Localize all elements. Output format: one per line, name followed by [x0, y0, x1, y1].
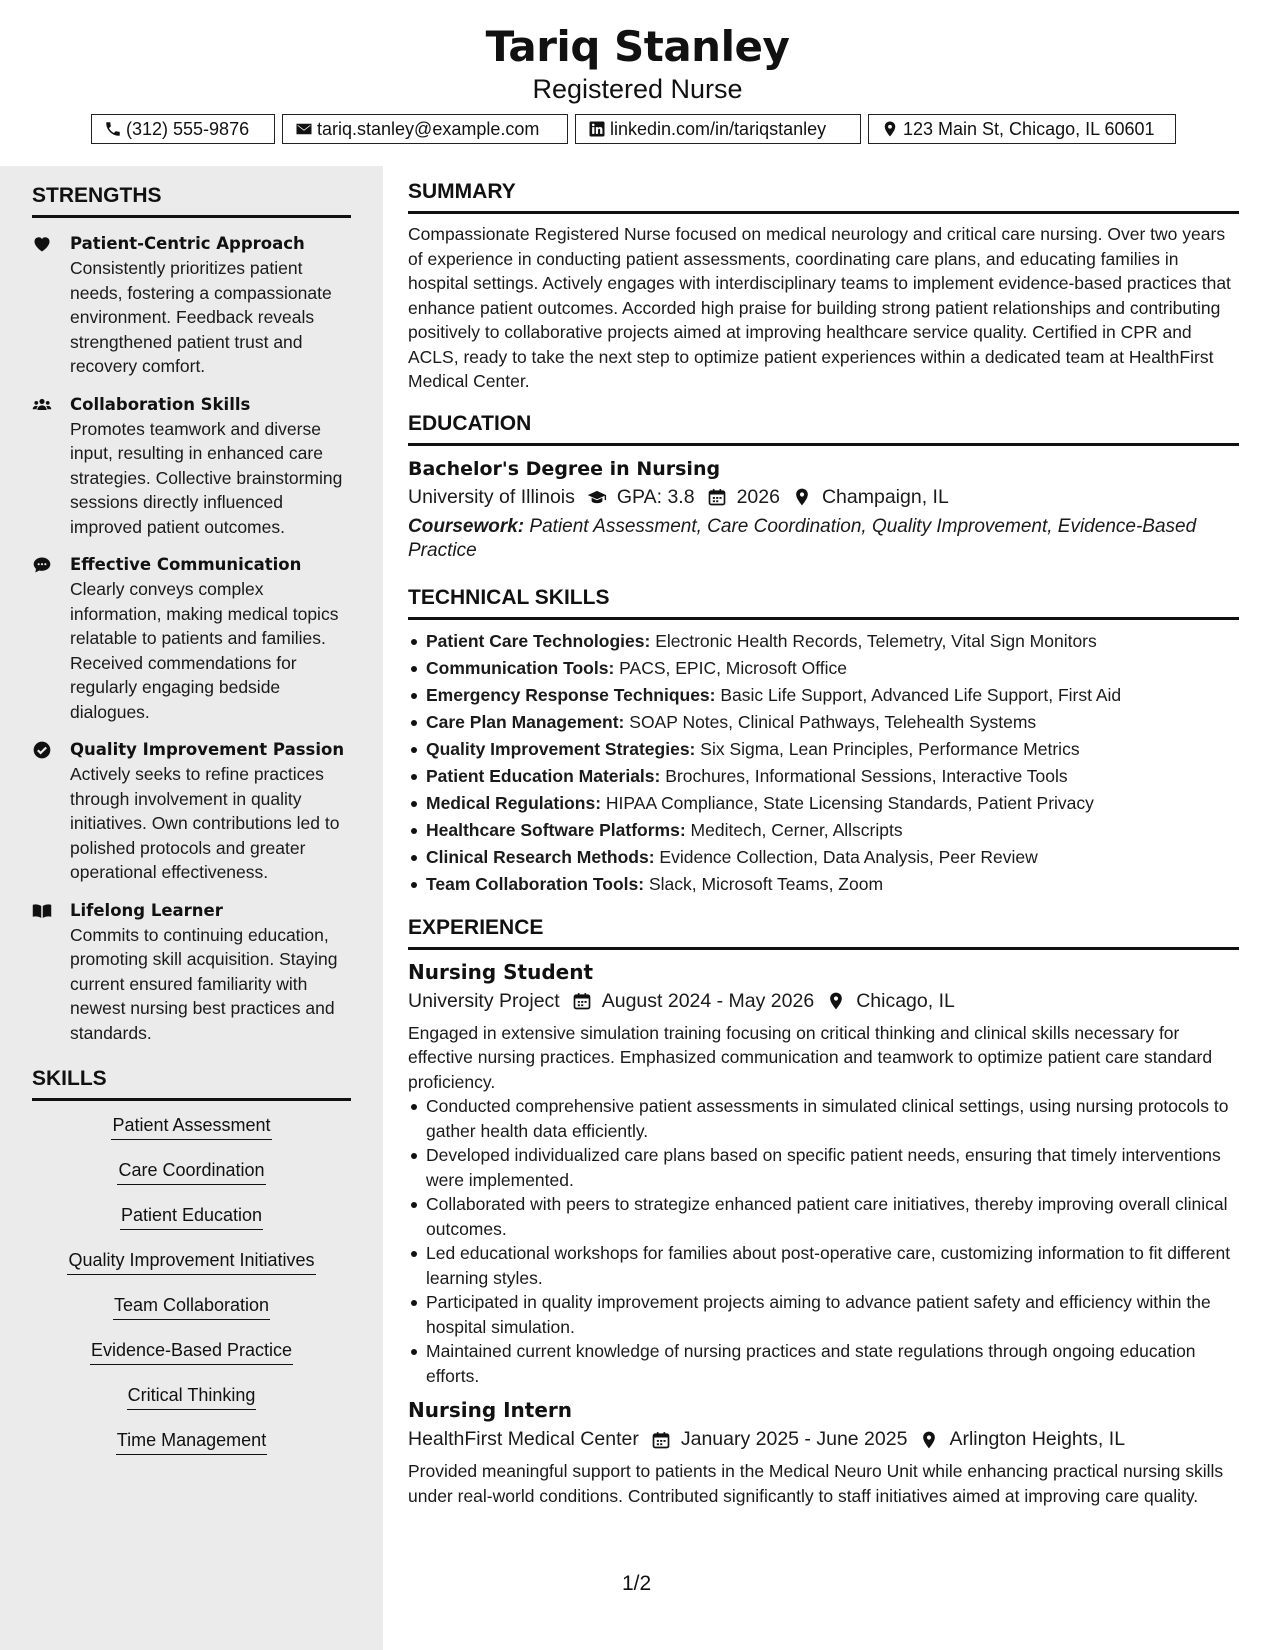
tech-skill-item	[408, 790, 1239, 817]
page-number: 1/2	[622, 1572, 652, 1595]
location-pin-icon	[919, 1430, 939, 1450]
tech-skill-label: Patient Care Technologies:	[426, 630, 651, 651]
tech-skill-value: PACS, EPIC, Microsoft Office	[619, 657, 848, 678]
sidebar	[0, 166, 383, 1650]
tech-skill-item	[408, 655, 1239, 682]
graduation-cap-icon	[587, 487, 607, 507]
tech-skill-item	[408, 682, 1239, 709]
tech-skill-label: Healthcare Software Platforms:	[426, 819, 686, 840]
contact-linkedin-text: linkedin.com/in/tariqstanley	[610, 118, 827, 139]
tech-skill-item	[408, 763, 1239, 790]
tech-skill-item	[408, 709, 1239, 736]
job-entry	[408, 960, 1239, 1389]
job-description: Engaged in extensive simulation training focusing on critical thinking and clinical skills necessary for effective nursing practices. Emphasized communication and teamwork to optimize patient care standard proficiency.	[408, 1022, 1213, 1092]
experience-heading: EXPERIENCE	[408, 916, 1239, 950]
strength-desc: Actively seeks to refine practices through involvement in quality initiatives. Own contributions led to polished protocols and greater operational effectiveness.	[70, 764, 340, 882]
job-meta	[408, 990, 1239, 1013]
strength-item	[32, 553, 351, 724]
strength-desc: Clearly conveys complex information, making medical topics relatable to patients and families. Received commendations for regularly engaging bedside dialogues.	[70, 579, 339, 722]
calendar-icon	[651, 1430, 671, 1450]
contact-linkedin[interactable]	[575, 114, 861, 144]
job-dates: August 2024 - May 2026	[601, 989, 815, 1012]
resume-header	[0, 0, 1275, 166]
skill-tag: Patient Assessment	[111, 1113, 271, 1140]
tech-skill-item	[408, 844, 1239, 871]
envelope-icon	[295, 120, 313, 138]
tech-skill-label: Clinical Research Methods:	[426, 846, 655, 867]
job-entry	[408, 1398, 1239, 1508]
tech-skill-value: Evidence Collection, Data Analysis, Peer Review	[659, 846, 1038, 867]
tech-skill-label: Quality Improvement Strategies:	[426, 738, 696, 759]
job-bullet: Maintained current knowledge of nursing practices and state regulations through ongoing education efforts.	[408, 1339, 1239, 1388]
contact-address-text: 123 Main St, Chicago, IL 60601	[903, 118, 1155, 139]
education-degree: Bachelor's Degree in Nursing	[408, 457, 721, 480]
strength-desc: Commits to continuing education, promoting skill acquisition. Staying current ensured familiarity with newest nursing best practices and standards.	[70, 924, 338, 1043]
job-title: Nursing Intern	[408, 1398, 573, 1422]
users-icon	[32, 395, 52, 415]
strength-title: Lifelong Learner	[70, 900, 223, 920]
tech-skill-value: Meditech, Cerner, Allscripts	[690, 819, 903, 840]
education-location: Champaign, IL	[821, 485, 949, 508]
strength-item	[32, 232, 351, 379]
education-year: 2026	[736, 485, 780, 508]
location-pin-icon	[881, 120, 899, 138]
skill-tag: Critical Thinking	[127, 1383, 257, 1410]
strength-item	[32, 899, 351, 1046]
contact-phone-text: (312) 555-9876	[126, 118, 250, 139]
education-meta	[408, 486, 1239, 509]
check-circle-icon	[32, 740, 52, 760]
strength-desc: Promotes teamwork and diverse input, resulting in enhanced care strategies. Collective brainstorming sessions directly influenced improved patient outcomes.	[70, 418, 343, 537]
summary-heading: SUMMARY	[408, 180, 1239, 214]
phone-icon	[104, 120, 122, 138]
tech-skill-value: Slack, Microsoft Teams, Zoom	[648, 873, 884, 894]
education-heading: EDUCATION	[408, 412, 1239, 446]
strength-item	[32, 738, 351, 885]
tech-skill-label: Emergency Response Techniques:	[426, 684, 716, 705]
job-org: University Project	[408, 989, 560, 1012]
job-org: HealthFirst Medical Center	[408, 1428, 639, 1450]
tech-skill-label: Team Collaboration Tools:	[426, 873, 645, 894]
job-description: Provided meaningful support to patients in the Medical Neuro Unit while enhancing practical nursing skills under real-world conditions. Contributed significantly to staff initiatives aimed at improving care quality.	[408, 1461, 1224, 1506]
summary-text: Compassionate Registered Nurse focused on medical neurology and critical care nursing. Over two years of experience in conducting patient assessments, coordinating care plans, and educating families in hospital settings. Actively engages with interdisciplinary teams to implement evidence-based practices that enhance patient outcomes. Accorded high praise for building strong patient relationships and contributing positively to collaborative projects aimed at improving healthcare service quality. Certified in CPR and ACLS, ready to take the next step to optimize patient experiences within a dedicated team at HealthFirst Medical Center.	[408, 224, 1231, 391]
strength-title: Effective Communication	[70, 555, 302, 574]
job-bullets	[408, 1094, 1239, 1388]
contact-email[interactable]	[282, 114, 568, 144]
tech-skill-item	[408, 628, 1239, 655]
tech-skill-value: Electronic Health Records, Telemetry, Vital Sign Monitors	[655, 630, 1097, 651]
job-title: Nursing Student	[408, 959, 593, 984]
tech-skill-value: Brochures, Informational Sessions, Interactive Tools	[665, 765, 1068, 786]
location-pin-icon	[792, 487, 812, 507]
tech-skill-label: Communication Tools:	[426, 657, 615, 678]
education-school: University of Illinois	[408, 485, 575, 508]
main-content	[408, 180, 1239, 1508]
tech-skill-label: Care Plan Management:	[426, 711, 625, 732]
skill-tag: Patient Education	[120, 1203, 263, 1230]
summary-section	[408, 180, 1239, 394]
strength-title: Patient-Centric Approach	[70, 234, 305, 253]
skill-tag: Evidence-Based Practice	[90, 1338, 293, 1365]
education-gpa: GPA: 3.8	[616, 485, 695, 508]
open-book-icon	[32, 901, 52, 921]
calendar-icon	[707, 487, 727, 507]
technical-skills-heading: TECHNICAL SKILLS	[408, 586, 1239, 620]
contact-phone[interactable]	[91, 114, 275, 144]
tech-skill-value: Basic Life Support, Advanced Life Support, First Aid	[720, 684, 1122, 705]
contact-email-text: tariq.stanley@example.com	[317, 118, 540, 139]
candidate-name: Tariq Stanley	[485, 22, 790, 71]
tech-skill-label: Medical Regulations:	[426, 792, 602, 813]
linkedin-icon	[588, 120, 606, 138]
job-dates: January 2025 - June 2025	[680, 1428, 908, 1450]
job-bullet: Conducted comprehensive patient assessments in simulated clinical settings, using nursing protocols to gather health data efficiently.	[408, 1094, 1239, 1143]
job-location: Chicago, IL	[856, 989, 955, 1012]
chat-bubble-icon	[32, 555, 52, 575]
strength-desc: Consistently prioritizes patient needs, fostering a compassionate environment. Feedback reveals strengthened patient trust and recovery comfort.	[70, 258, 332, 376]
tech-skill-label: Patient Education Materials:	[426, 765, 661, 786]
calendar-icon	[572, 991, 592, 1011]
strengths-heading: STRENGTHS	[32, 184, 351, 218]
contact-bar	[91, 114, 1176, 144]
skill-list	[32, 1113, 351, 1473]
tech-skill-value: Six Sigma, Lean Principles, Performance Metrics	[700, 738, 1080, 759]
education-coursework	[408, 515, 1239, 564]
education-section	[408, 412, 1239, 564]
heart-icon	[32, 234, 52, 254]
contact-address[interactable]	[868, 114, 1176, 144]
technical-skills-section	[408, 586, 1239, 898]
skill-tag: Quality Improvement Initiatives	[67, 1248, 315, 1275]
skill-tag: Team Collaboration	[113, 1293, 270, 1320]
candidate-role: Registered Nurse	[532, 74, 743, 104]
skills-heading: SKILLS	[32, 1067, 351, 1101]
skills-section	[32, 1067, 351, 1473]
coursework-text: Patient Assessment, Care Coordination, Quality Improvement, Evidence-Based Practice	[408, 515, 1197, 561]
tech-skill-item	[408, 736, 1239, 763]
experience-section	[408, 916, 1239, 1509]
job-bullet: Collaborated with peers to strategize enhanced patient care initiatives, thereby improving overall clinical outcomes.	[408, 1192, 1239, 1241]
strength-title: Quality Improvement Passion	[70, 740, 345, 759]
tech-skill-value: HIPAA Compliance, State Licensing Standards, Patient Privacy	[605, 792, 1094, 813]
job-bullet: Led educational workshops for families about post-operative care, customizing information to fit different learning styles.	[408, 1241, 1239, 1290]
coursework-label: Coursework:	[408, 515, 525, 537]
strength-title: Collaboration Skills	[70, 394, 251, 414]
tech-skill-value: SOAP Notes, Clinical Pathways, Telehealth Systems	[629, 711, 1037, 732]
job-meta	[408, 1428, 1239, 1451]
tech-skill-item	[408, 817, 1239, 844]
skill-tag: Time Management	[116, 1428, 267, 1455]
technical-skills-list	[408, 628, 1239, 898]
tech-skill-item	[408, 871, 1239, 898]
job-bullet: Participated in quality improvement projects aiming to advance patient safety and efficiency within the hospital simulation.	[408, 1290, 1239, 1339]
strength-item	[32, 393, 351, 540]
location-pin-icon	[826, 991, 846, 1011]
job-bullet: Developed individualized care plans based on specific patient needs, ensuring that timely interventions were implemented.	[408, 1143, 1239, 1192]
job-location: Arlington Heights, IL	[949, 1428, 1126, 1450]
skill-tag: Care Coordination	[117, 1158, 265, 1185]
